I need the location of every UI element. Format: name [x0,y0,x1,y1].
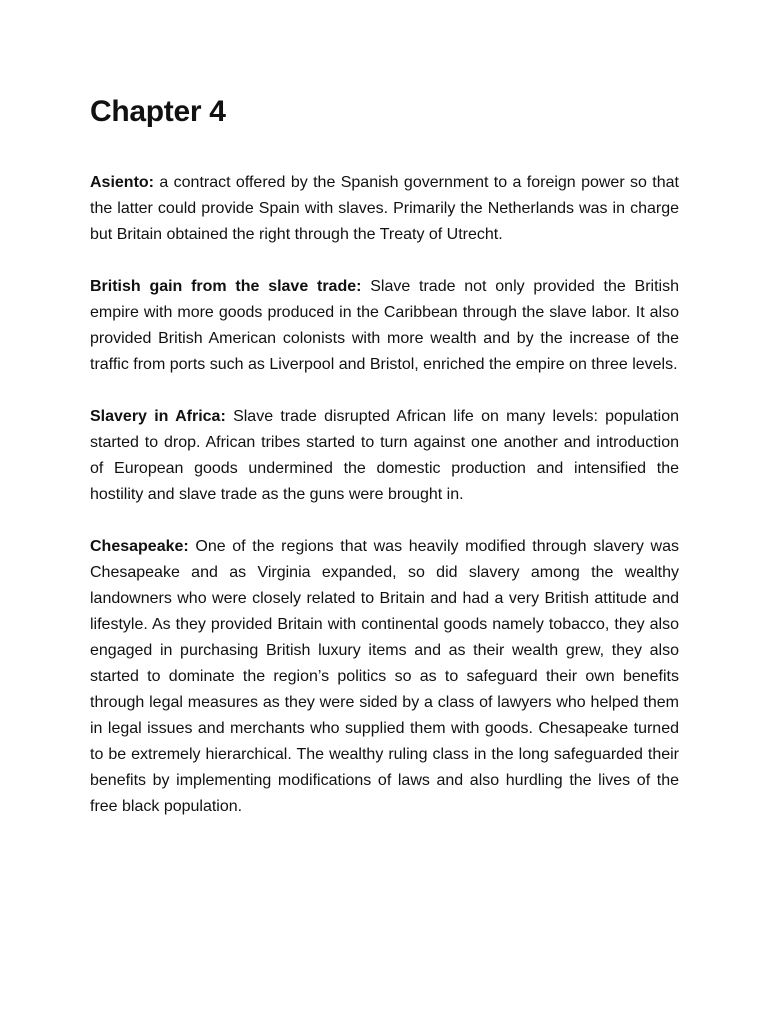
entry-text: a contract offered by the Spanish government to a foreign power so that the latter could provide Spain with slaves. Primarily the Netherlands was in charge but Britain obtained the right through the Treaty of Utrecht. [90,174,679,243]
entry-text: Slave trade disrupted African life on many levels: population started to drop. African tribes started to turn against one another and introduction of European goods undermined the domestic production and intensified the hostility and slave trade as the guns were brought in. [90,408,680,503]
chapter-title: Chapter 4 [90,95,226,128]
entry-british-gain [90,274,679,378]
entry-term: Chesapeake: [90,538,189,555]
entry-term: Asiento: [90,174,154,191]
document-page [90,88,679,846]
entry-term: British gain from the slave trade: [90,278,362,295]
entry-asiento [90,170,679,248]
entry-term: Slavery in Africa: [90,408,226,425]
entry-text: One of the regions that was heavily modified through slavery was Chesapeake and as Virginia expanded, so did slavery among the wealthy landowners who were closely related to Britain and had a very British attitude and lifestyle. As they provided Britain with continental goods namely tobacco, they also engaged in purchasing British luxury items and as their wealth grew, they also started to dominate the region’s politics so as to safeguard their own benefits through legal measures as they were sided by a class of lawyers who helped them in legal issues and merchants who supplied them with goods. Chesapeake turned to be extremely hierarchical. The wealthy ruling class in the long safeguarded their benefits by implementing modifications of laws and also hurdling the lives of the free black population. [90,538,679,815]
entry-slavery-in-africa [90,404,679,508]
entry-text: Slave trade not only provided the British empire with more goods produced in the Caribbean through the slave labor. It also provided British American colonists with more wealth and by the increase of the traffic from ports such as Liverpool and Bristol, enriched the empire on three levels. [90,278,680,373]
entry-chesapeake [90,534,679,820]
